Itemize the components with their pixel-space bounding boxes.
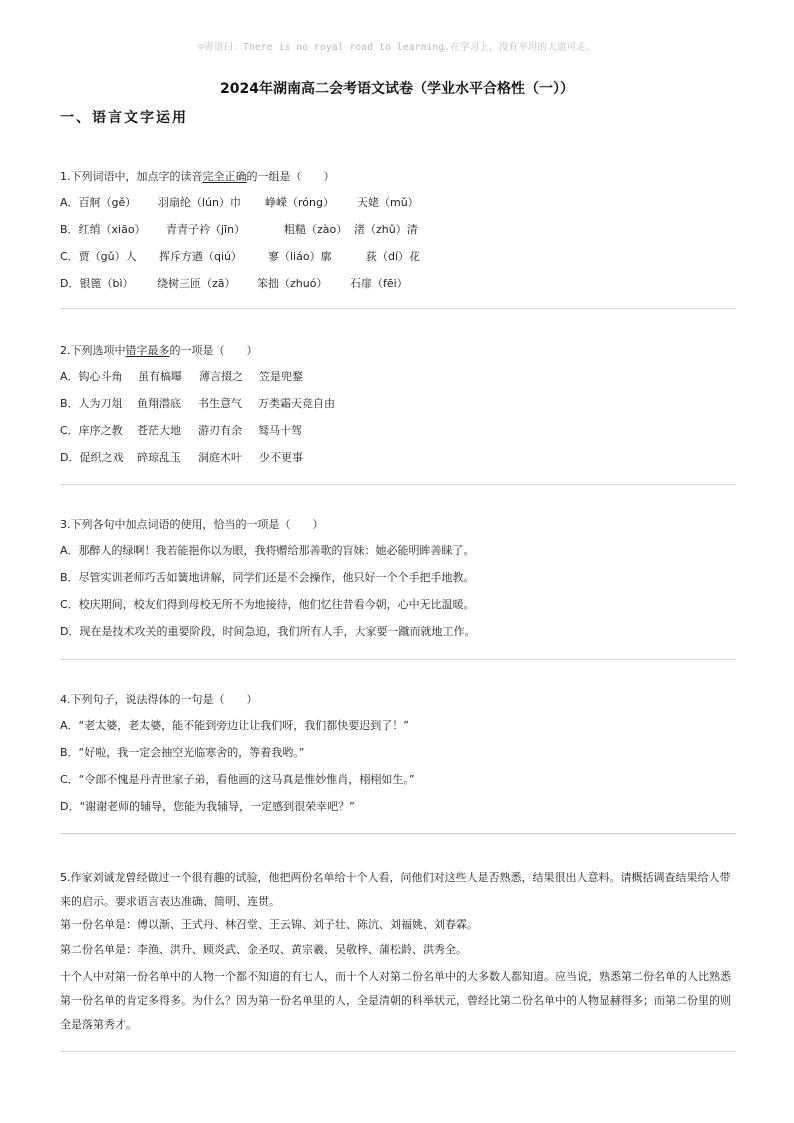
option-item: 洞庭木叶: [198, 451, 242, 464]
option-item: 笠是兜鍪: [259, 370, 303, 383]
option-item: 薄言掇之: [199, 370, 243, 383]
name-list-2: 第二份名单是：李渔、洪升、顾炎武、金圣叹、黄宗羲、吴敬梓、蒲松龄、洪秀全。: [60, 943, 467, 956]
stem-underlined: 错字最多: [125, 344, 170, 357]
stem-text: 的一组是（ ）: [246, 170, 335, 183]
question-5-stem: 5.作家刘诚龙曾经做过一个很有趣的试验，他把两份名单给十个人看，问他们对这些人是否熟悉，结果很出人意料。请概括调查结果给人带来的启示。要求语言表达准确、简明、连贯。: [60, 871, 731, 908]
option-c: C．校庆期间，校友们得到母校无所不为地接待，他们忆往昔看今朝，心中无比温暖。: [60, 598, 475, 611]
option-a: [60, 196, 419, 209]
option-c: [60, 250, 420, 263]
option-item: 驽马十驾: [258, 424, 302, 437]
option-d: D．“谢谢老师的辅导，您能为我辅导，一定感到很荣幸吧？”: [60, 800, 355, 813]
question-3-stem: 3.下列各句中加点词语的使用，恰当的一项是（ ）: [60, 518, 324, 531]
option-item: 青青子衿（jīn）: [166, 223, 246, 236]
divider: [60, 833, 736, 834]
name-list-1: 第一份名单是：傅以渐、王式丹、林召堂、王云锦、刘子壮、陈沆、刘福姚、刘春霖。: [60, 918, 478, 931]
question-2-stem: [60, 344, 258, 357]
stem-text: 1.下列词语中，加点字的读音: [60, 170, 203, 183]
option-item: 鱼翔潜底: [137, 397, 181, 410]
option-item: 万类霜天竞自由: [258, 397, 335, 410]
option-item: 挥斥方遒（qiú）: [159, 250, 243, 263]
question-5-passage: 十个人中对第一份名单中的人物一个都不知道的有七人，而十个人对第二份名单中的大多数人都知道。应当说，熟悉第二份名单的人比熟悉第一份名单的肯定多得多。为什么？因为第一份名单里的人，全是清朝的科举状元，曾经比第二份名单中的人物显赫得多；而第二份里的则全是落第秀才。: [60, 970, 731, 1031]
option-item: 笨拙（zhuó）: [257, 277, 328, 290]
motto-line: ☺寄语曰：There is no royal road to learning.在学习上，没有平坦的大道可走。: [198, 42, 596, 53]
option-item: 寥（liáo）廓: [268, 250, 332, 263]
stem-text: 的一项是（ ）: [169, 344, 258, 357]
option-c: C．“令郎不愧是丹青世家子弟，看他画的这马真是惟妙惟肖，栩栩如生。”: [60, 773, 415, 786]
option-item: 石扉（fēi）: [350, 277, 408, 290]
option-item: C．庠序之教: [60, 424, 123, 437]
option-d: [60, 277, 408, 290]
divider: [60, 484, 736, 485]
option-item: A．百舸（gě）: [60, 196, 137, 209]
option-item: 峥嵘（róng）: [265, 196, 334, 209]
option-item: D．促织之戏: [60, 451, 124, 464]
option-item: C．贾（gǔ）人: [60, 250, 137, 263]
question-1-stem: [60, 170, 335, 183]
option-a: A．“老太婆，老太婆，能不能到旁边让让我们呀，我们都快要迟到了！”: [60, 719, 409, 732]
option-item: 渚（zhǔ）清: [354, 223, 418, 236]
stem-underlined: 完全正确: [202, 170, 247, 183]
option-b: B．尽管实训老师巧舌如簧地讲解，同学们还是不会操作，他只好一个个手把手地教。: [60, 571, 475, 584]
option-item: B．人为刀俎: [60, 397, 123, 410]
option-b: [60, 397, 335, 410]
option-item: D．银篦（bì）: [60, 277, 134, 290]
option-item: B．红绡（xiāo）: [60, 223, 146, 236]
option-item: 虽有槁曝: [138, 370, 182, 383]
option-item: 绕树三匝（zā）: [157, 277, 236, 290]
divider: [60, 659, 736, 660]
option-item: 碎琼乱玉: [137, 451, 181, 464]
option-b: B．“好啦，我一定会抽空光临寒舍的，等着我哟。”: [60, 746, 305, 759]
section-heading: 一、语言文字运用: [60, 110, 188, 126]
stem-text: 2.下列选项中: [60, 344, 126, 357]
divider: [60, 1051, 736, 1052]
option-item: 苍茫大地: [137, 424, 181, 437]
option-b: [60, 223, 418, 236]
option-item: A．钩心斗角: [60, 370, 123, 383]
option-item: 书生意气: [198, 397, 242, 410]
question-4-stem: 4.下列句子，说法得体的一句是（ ）: [60, 693, 258, 706]
option-a: [60, 370, 303, 383]
option-d: D．现在是技术攻关的重要阶段，时间急迫，我们所有人手，大家要一蹴而就地工作。: [60, 625, 476, 638]
option-item: 荻（dí）花: [366, 250, 421, 263]
option-item: 羽扇纶（lún）巾: [158, 196, 241, 209]
option-d: [60, 451, 303, 464]
option-item: 少不更事: [259, 451, 303, 464]
option-a: A．那醉人的绿啊！我若能挹你以为眼，我将赠给那善歌的盲妹：她必能明眸善睐了。: [60, 544, 475, 557]
option-item: 游刃有余: [198, 424, 242, 437]
option-item: 天姥（mǔ）: [357, 196, 419, 209]
option-c: [60, 424, 302, 437]
page-title: 2024年湖南高二会考语文试卷（学业水平合格性（一））: [220, 81, 574, 97]
divider: [60, 308, 736, 309]
option-item: 粗糙（zào）: [284, 223, 348, 236]
